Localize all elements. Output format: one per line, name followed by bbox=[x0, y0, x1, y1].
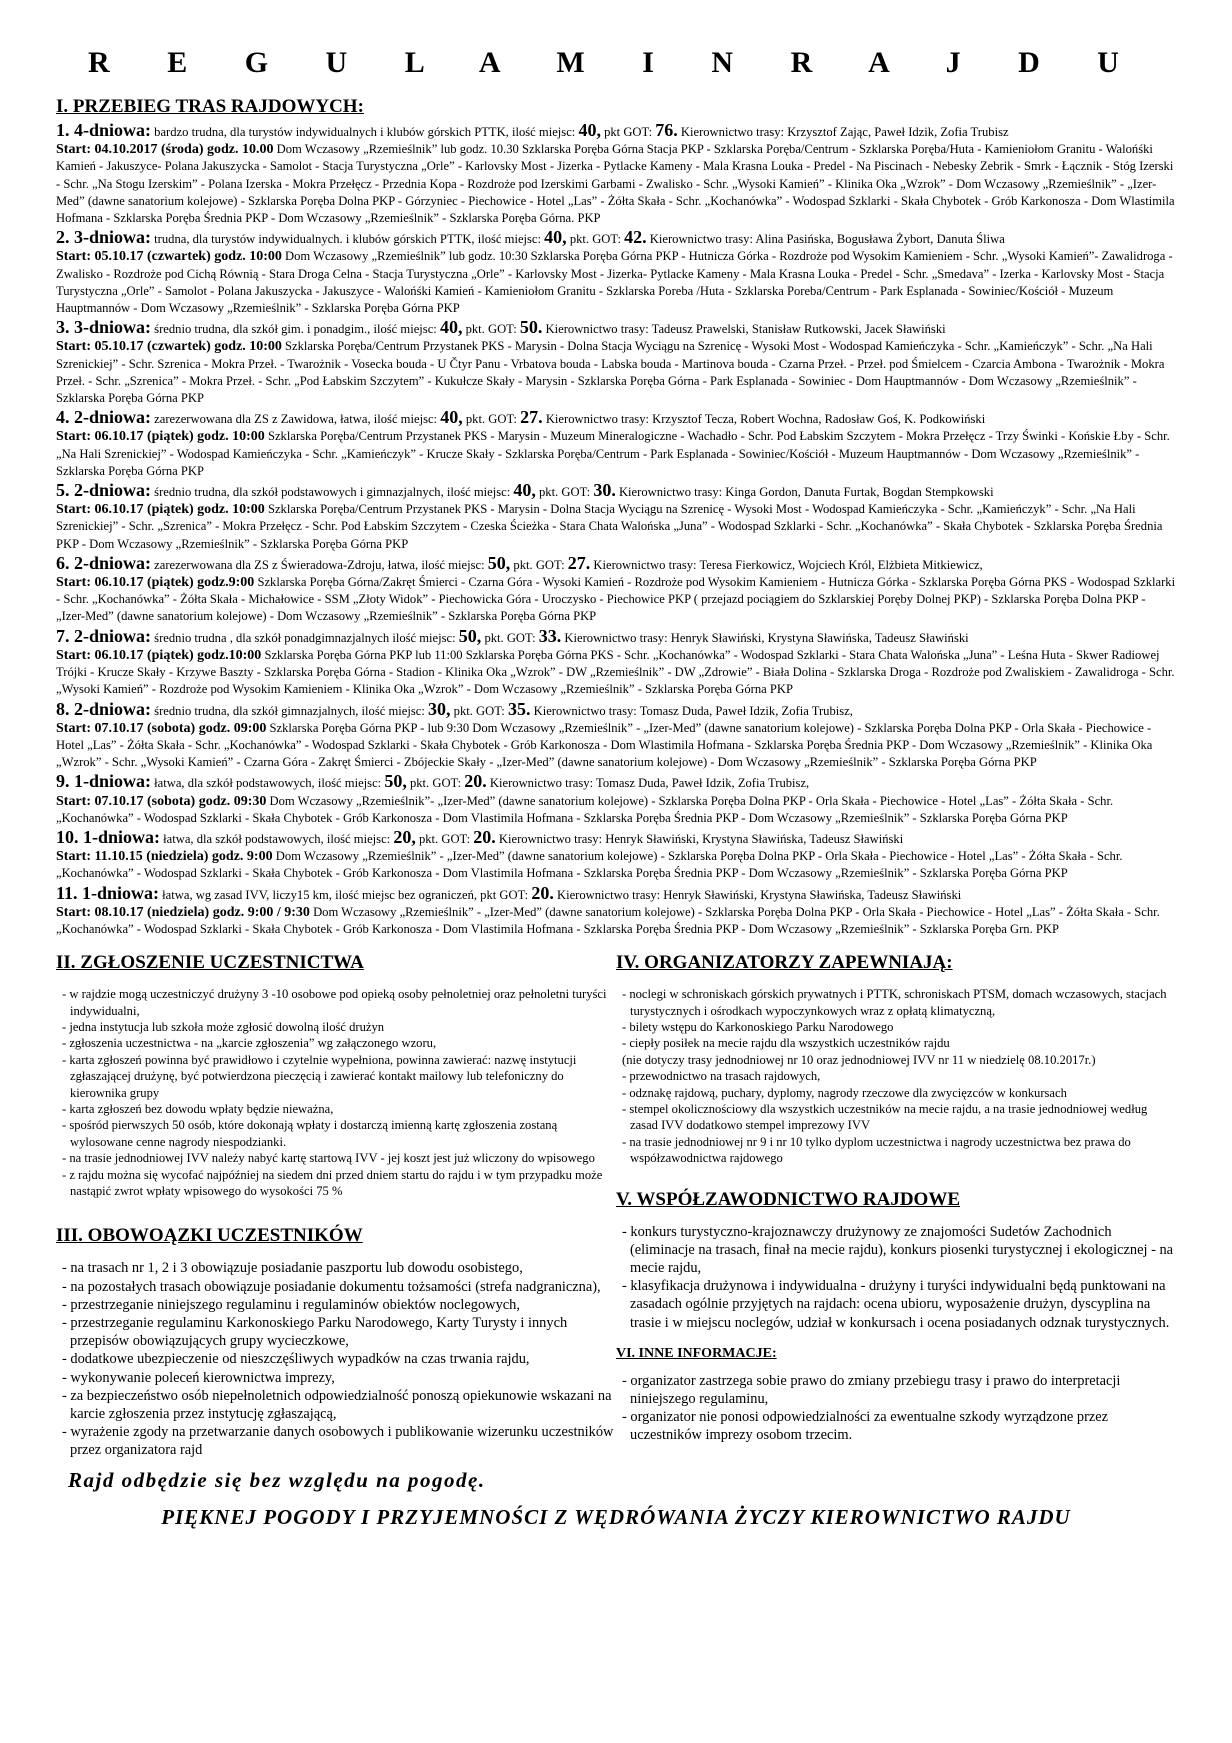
left-column bbox=[56, 952, 616, 1493]
route-places: 30, bbox=[428, 698, 451, 719]
route-path: Szklarska Poręba Górna PKP lub 11:00 Szklarska Poręba Górna PKS - Schr. „Kochanówka” - Wodospad Szklarki - Stara Chata Walońska „Juna” - Leśna Huta - Skwer Radiowej Trójki - Krucze Skały - Krzywe Baszty - Szklarska Poręba Górna - Stadion - Klinika Oka „Wzrok” - DW „Rzemieślnik” - DW „Zdrowie” - Biała Dolina - Szklarska Droga - Rozdroże pod Zwaliskiem - Zawalidroga - Schr. „Wysoki Kamień” - Rozdroże pod Wysokim Kamieniem - Klinika Oka „Wzrok” - Dom Wczasowy „Rzemieślnik” - Szklarska Poręba Górna PKP bbox=[56, 647, 1175, 697]
lower-columns bbox=[56, 952, 1176, 1493]
route-description: trudna, dla turystów indywidualnych. i klubów górskich PTTK, ilość miejsc: bbox=[151, 232, 545, 247]
list-item: - karta zgłoszeń powinna być prawidłowo i czytelnie wypełniona, powinna zawierać: nazwę instytucji zgłaszającej drużynę, być potwierdzona pieczęcią i zawierać kontakt mailowy lub telefoniczny do kierownika grupy bbox=[62, 1052, 577, 1100]
route-number: 1. 4-dniowa: bbox=[56, 120, 152, 140]
list-item: - bilety wstępu do Karkonoskiego Parku Narodowego bbox=[622, 1019, 894, 1034]
list-item: - organizator nie ponosi odpowiedzialności za ewentualne szkody wyrządzone przez uczestników imprezy osobom trzecim. bbox=[622, 1409, 1109, 1444]
route-got-label: pkt. GOT: bbox=[510, 557, 568, 572]
list-item: - konkurs turystyczno-krajoznawczy drużynowy ze znajomości Sudetów Zachodnich (eliminacje na trasach, finał na mecie rajdu), konkurs piosenki turystycznej i ekologicznej - na mecie rajdu, bbox=[622, 1223, 1174, 1277]
route-got-points: 27. bbox=[520, 407, 543, 428]
route-item bbox=[56, 826, 1176, 883]
list-item: - na trasach nr 1, 2 i 3 obowiązuje posiadanie paszportu lub dowodu osobistego, bbox=[62, 1260, 523, 1277]
route-item bbox=[56, 122, 1176, 227]
route-start: Start: 06.10.17 (piątek) godz.9:00 bbox=[56, 575, 255, 591]
list-item: - przestrzeganie regulaminu Karkonoskiego Parku Narodowego, Karty Turysty i innych przepisów obowiązujących grupy wycieczkowe, bbox=[62, 1315, 568, 1350]
route-description: zarezerwowana dla ZS z Zawidowa, łatwa, ilość miejsc: bbox=[151, 412, 441, 427]
route-leaders: Kierownictwo trasy: Alina Pasińska, Bogusława Żybort, Danuta Śliwa bbox=[646, 232, 1005, 247]
list-item: - dodatkowe ubezpieczenie od nieszczęśliwych wypadków na czas trwania rajdu, bbox=[62, 1351, 530, 1368]
route-start: Start: 06.10.17 (piątek) godz. 10:00 bbox=[56, 502, 265, 518]
route-number: 2. 3-dniowa: bbox=[56, 227, 152, 248]
list-item: - w rajdzie mogą uczestniczyć drużyny 3 -10 osobowe pod opieką osoby pełnoletniej oraz pełnoletni turyści indywidualni, bbox=[62, 987, 607, 1018]
route-leaders: Kierownictwo trasy: Henryk Sławiński, Krystyna Sławińska, Tadeusz Sławiński bbox=[553, 887, 962, 902]
list-item: - karta zgłoszeń bez dowodu wpłaty będzie nieważna, bbox=[62, 1101, 334, 1116]
list-item: - organizator zastrzega sobie prawo do zmiany przebiegu trasy i prawo do interpretacji niniejszego regulaminu, bbox=[622, 1372, 1121, 1408]
route-places: 20, bbox=[393, 826, 416, 847]
route-item bbox=[56, 229, 1176, 317]
route-leaders: Kierownictwo trasy: Krzysztof Zając, Paweł Idzik, Zofia Trubisz bbox=[677, 125, 1009, 139]
section-2-list bbox=[56, 986, 616, 1199]
route-leaders: Kierownictwo trasy: Henryk Sławiński, Krystyna Sławińska, Tadeusz Sławiński bbox=[495, 831, 904, 846]
route-number: 10. 1-dniowa: bbox=[56, 826, 161, 847]
route-description: bardzo trudna, dla turystów indywidualnych i klubów górskich PTTK, ilość miejsc: bbox=[151, 125, 579, 139]
route-start: Start: 05.10.17 (czwartek) godz. 10:00 bbox=[56, 339, 282, 355]
route-item bbox=[56, 552, 1176, 626]
route-number: 5. 2-dniowa: bbox=[56, 480, 152, 501]
route-item bbox=[56, 482, 1176, 553]
route-number: 9. 1-dniowa: bbox=[56, 771, 152, 792]
route-got-points: 20. bbox=[531, 882, 554, 903]
list-item: - na trasie jednodniowej IVV należy nabyć kartę startową IVV - jej koszt jest już wliczony do wpisowego bbox=[62, 1151, 595, 1166]
route-leaders: Kierownictwo trasy: Henryk Sławiński, Krystyna Sławińska, Tadeusz Sławiński bbox=[561, 630, 969, 645]
route-description: średnio trudna, dla szkół gim. i ponadgim., ilość miejsc: bbox=[151, 322, 440, 337]
route-description: średnio trudna, dla szkół gimnazjalnych, ilość miejsc: bbox=[151, 703, 429, 718]
route-start: Start: 07.10.17 (sobota) godz. 09:00 bbox=[56, 720, 267, 736]
route-path: Dom Wczasowy „Rzemieślnik” lub godz. 10.30 Szklarska Poręba Górna Stacja PKP - Szklarska Poręba/Centrum - Szklarska Poręba/Huta - Kamieniołom Granitu - Walońśki Kamień - Jakuszyce- Polana Jakuszycka - Samolot - Stacja Turystyczna „Orle” - Karlovsky Most - Jizerka - Pytlacke Kameny - Mala Krasna Louka - Predel - Na Piscinach - Nebesky Zebrik - Smrk - Łącznik - Stóg Izerski - Schr. „Na Stogu Izerskim” - Polana Izerska - Mokra Przełęcz - Przednia Kopa - Rozdroże pod Izerskimi Garbami - Zwalisko - Schr. „Wysoki Kamień” - Klinika Oka „Wzrok” - Dom Wczasowy „Rzemieślnik” - „Izer-Med” (dawne sanatorium kolejowe) - Szklarska Poręba Dolna PKP - Górzyniec - Piechowice - Hotel „Las” - Żółta Skała - Schr. „Kochanówka” - Wodospad Szklarki - Skała Chybotek - Grób Karkonosza - Dom Wlastimila Hofmana - Szklarska Poręba Średnia PKP - Dom Wczasowy „Rzemieślnik” - Szklarska Poręba Górna. PKP bbox=[56, 142, 1175, 226]
route-got-points: 42. bbox=[624, 227, 647, 248]
list-item: - stempel okolicznościowy dla wszystkich uczestników na mecie rajdu, a na trasie jednodniowej według zasad IVV dodatkowo stempel imprezowy IVV bbox=[622, 1101, 1148, 1133]
route-description: zarezerwowana dla ZS z Świeradowa-Zdroju, łatwa, ilość miejsc: bbox=[151, 557, 488, 572]
route-item bbox=[56, 698, 1176, 772]
section-3-heading: III. OBOWOĄZKI UCZESTNIKÓW bbox=[56, 1225, 363, 1247]
route-got-label: pkt GOT: bbox=[600, 125, 656, 139]
route-leaders: Kierownictwo trasy: Kinga Gordon, Danuta Furtak, Bogdan Stempkowski bbox=[615, 485, 994, 500]
route-leaders: Kierownictwo trasy: Tomasz Duda, Paweł Idzik, Zofia Trubisz, bbox=[530, 703, 853, 718]
section-3-list bbox=[56, 1259, 616, 1459]
route-got-points: 35. bbox=[507, 698, 531, 719]
route-places: 40, bbox=[578, 120, 601, 140]
route-start: Start: 04.10.2017 (środa) godz. 10.00 bbox=[56, 142, 274, 158]
route-number: 4. 2-dniowa: bbox=[56, 407, 152, 428]
list-item: - na trasie jednodniowej nr 9 i nr 10 tylko dyplom uczestnictwa i nagrody uczestnictwa bez prawa do współzawodnictwa rajdowego bbox=[622, 1134, 1131, 1166]
weather-note: Rajd odbędzie się bez względu na pogodę. bbox=[68, 1467, 486, 1492]
list-item: - klasyfikacja drużynowa i indywidualna - drużyny i turyści indywidualni będą punktowani na zasadach ogólnie przyjętych na rajdach: ocena ubioru, wyposażenie drużyn, dyscyplina na trasie i w miejscu noclegów, udział w konkursach i ocena posiadanych odznak turystycznych. bbox=[622, 1278, 1170, 1331]
route-places: 40, bbox=[439, 317, 463, 338]
route-start: Start: 06.10.17 (piątek) godz.10:00 bbox=[56, 647, 262, 663]
route-description: łatwa, dla szkół podstawowych, ilość miejsc: bbox=[151, 776, 385, 791]
route-places: 50, bbox=[384, 771, 407, 792]
route-number: 6. 2-dniowa: bbox=[56, 552, 152, 573]
routes-list bbox=[56, 122, 1176, 938]
section-6-heading: VI. INNE INFORMACJE: bbox=[616, 1345, 777, 1361]
route-got-label: pkt. GOT: bbox=[415, 831, 474, 846]
right-column bbox=[616, 952, 1176, 1493]
route-number: 8. 2-dniowa: bbox=[56, 698, 152, 719]
route-got-points: 33. bbox=[538, 625, 562, 646]
route-got-points: 76. bbox=[655, 120, 678, 140]
route-path: Dom Wczasowy „Rzemieślnik” - „Izer-Med” (dawne sanatorium kolejowe) - Szklarska Poręba Dolna PKP - Orla Skała - Piechowice - Hotel „Las” - Żółta Skała - Schr. „Kochanówka” - Wodospad Szklarki - Skała Chybotek - Grób Karkonosza - Dom Vlastimila Hofmana - Szklarska Poręba Średnia PKP - Dom Wczasowy „Rzemieślnik” - Szklarska Poręba Grn. PKP bbox=[56, 904, 1160, 936]
route-got-points: 30. bbox=[593, 480, 616, 501]
list-item: - jedna instytucja lub szkoła może zgłosić dowolną ilość drużyn bbox=[62, 1019, 385, 1034]
route-got-points: 20. bbox=[473, 826, 496, 847]
list-item: - wyrażenie zgody na przetwarzanie danych osobowych i publikowanie wizerunku uczestników przez organizatora rajd bbox=[62, 1424, 614, 1459]
footer-wish: PIĘKNEJ POGODY I PRZYJEMNOŚCI Z WĘDRÓWANIA ŻYCZY KIEROWNICTWO RAJDU bbox=[161, 1504, 1071, 1529]
route-item bbox=[56, 625, 1176, 699]
route-got-label: pkt. GOT: bbox=[535, 485, 594, 500]
route-leaders: Kierownictwo trasy: Tadeusz Prawelski, Stanisław Rutkowski, Jacek Sławiński bbox=[542, 322, 946, 337]
route-got-label: pkt. GOT: bbox=[481, 630, 539, 645]
route-path: Szklarska Poręba Górna/Zakręt Śmierci - Czarna Góra - Wysoki Kamień - Rozdroże pod Wysokim Kamieniem - Hutnicza Górka - Szklarska Poręba Górna PKS - Wodospad Szklarki - Schr. „Kochanówka” - Żółta Skała - Michałowice - SSM „Złoty Widok” - Piechowicka Góra - Uroczysko - Piechowice PKP ( przejazd pociągiem do Szklarskiej Poręby Dolnej PKP) - Szklarska Poręba Dolna PKP - „Izer-Med” (dawne sanatorium kolejowe) - Dom Wczasowy „Rzemieślnik” - Szklarska Poręba Górna PKP bbox=[56, 575, 1176, 624]
list-item: - zgłoszenia uczestnictwa - na „karcie zgłoszenia” wg załączonego wzoru, bbox=[62, 1036, 437, 1051]
route-start: Start: 05.10.17 (czwartek) godz. 10:00 bbox=[56, 249, 282, 265]
route-leaders: Kierownictwo trasy: Teresa Fierkowicz, Wojciech Król, Elżbieta Mitkiewicz, bbox=[590, 557, 983, 572]
route-path: Dom Wczasowy „Rzemieślnik”- „Izer-Med” (dawne sanatorium kolejowe) - Szklarska Poręba Dolna PKP - Orla Skała - Piechowice - Hotel „Las” - Żółta Skała - Schr. „Kochanówka” - Wodospad Szklarki - Skała Chybotek - Grób Karkonosza - Dom Vlastimila Hofmana - Szklarska Poręba Średnia PKP - Dom Wczasowy „Rzemieślnik” - Szklarska Poręba Górna PKP bbox=[56, 793, 1114, 825]
list-item: - spośród pierwszych 50 osób, które dokonają wpłaty i dostarczą imienną kartę zgłoszenia zostaną wylosowane cenne nagrody niespodzianki. bbox=[62, 1118, 558, 1149]
route-places: 50, bbox=[487, 552, 511, 573]
route-number: 11. 1-dniowa: bbox=[56, 882, 160, 903]
list-item: - z rajdu można się wycofać najpóźniej na siedem dni przed dniem startu do rajdu i w tym przypadku może nastąpić zwrot wpłaty wpisowego do wysokości 75 % bbox=[62, 1167, 603, 1199]
route-path: Szklarska Poręba Górna PKP - lub 9:30 Dom Wczasowy „Rzemieślnik” - „Izer-Med” (dawne sanatorium kolejowe) - Szklarska Poręba Dolna PKP - Orla Skała - Piechowice - Hotel „Las” - Żółta Skała - Schr. „Kochanówka” - Wodospad Szklarki - Skała Chybotek - Grób Karkonosza - Dom Wlastimila Hofmana - Szklarska Poręba Średnia PKP - Dom Wczasowy „Rzemieślnik” - Klinika Oka „Wzrok” - Schr. „Wysoki Kamień” - Czarna Góra - Zakręt Śmierci - Zbójeckie Skały - „Izer-Med” (dawne sanatorium kolejowe) - Dom Wczasowy „Rzemieślnik” - Szklarska Poręba Górna PKP bbox=[56, 720, 1153, 770]
route-description: łatwa, wg zasad IVV, liczy15 km, ilość miejsc bez ograniczeń, pkt GOT: bbox=[159, 887, 532, 902]
section-4-heading: IV. ORGANIZATORZY ZAPEWNIAJĄ: bbox=[616, 952, 953, 974]
section-6-list bbox=[616, 1372, 1176, 1445]
section-2-heading: II. ZGŁOSZENIE UCZESTNICTWA bbox=[56, 952, 364, 974]
page-title: R E G U L A M I N R A J D U bbox=[88, 46, 1144, 79]
route-description: łatwa, dla szkół podstawowych, ilość miejsc: bbox=[160, 831, 394, 846]
route-item bbox=[56, 882, 1176, 939]
section-5-list bbox=[616, 1223, 1176, 1332]
route-places: 40, bbox=[513, 480, 536, 501]
route-places: 40, bbox=[544, 227, 567, 248]
route-number: 3. 3-dniowa: bbox=[56, 317, 152, 338]
route-number: 7. 2-dniowa: bbox=[56, 625, 152, 646]
route-got-label: pkt. GOT: bbox=[462, 412, 521, 427]
route-description: średnio trudna, dla szkół podstawowych i gimnazjalnych, ilość miejsc: bbox=[151, 485, 514, 500]
route-got-label: pkt. GOT: bbox=[450, 703, 508, 718]
route-got-label: pkt. GOT: bbox=[462, 322, 520, 337]
route-got-label: pkt. GOT: bbox=[566, 232, 625, 247]
route-got-points: 50. bbox=[519, 317, 543, 338]
route-description: średnio trudna , dla szkół ponadgimnazjalnych ilość miejsc: bbox=[151, 630, 459, 645]
route-path: Szklarska Poręba/Centrum Przystanek PKS - Marysin - Dolna Stacja Wyciągu na Szrenicę - Wysoki Most - Wodospad Kamieńczyka - Schr. „Kamieńczyk” - Schr. „Na Hali Szrenickiej” - Schr. „Szrenica” - Mokra Przełęcz - Schr. Pod Łabskim Szczytem - Czeska Ścieżka - Stara Chata Walońska „Juna” - Wodospad Szklarki - Schr. „Kochanówka” - Skała Chybotek - Szklarska Poręba Średnia PKP - Dom Wczasowy „Rzemieślnik” - Szklarska Poręba Górna PKP bbox=[56, 502, 1163, 551]
route-start: Start: 06.10.17 (piątek) godz. 10:00 bbox=[56, 429, 265, 445]
route-got-points: 20. bbox=[464, 771, 487, 792]
route-leaders: Kierownictwo trasy: Tomasz Duda, Paweł Idzik, Zofia Trubisz, bbox=[486, 776, 810, 791]
list-item: - przewodnictwo na trasach rajdowych, bbox=[622, 1069, 821, 1084]
route-start: Start: 11.10.15 (niedziela) godz. 9:00 bbox=[56, 849, 273, 865]
route-leaders: Kierownictwo trasy: Krzysztof Tecza, Robert Wochna, Radosław Goś, K. Podkowiński bbox=[542, 412, 986, 427]
list-item: (nie dotyczy trasy jednodniowej nr 10 oraz jednodniowej IVV nr 11 w niedzielę 08.10.2017r.) bbox=[622, 1052, 1096, 1067]
section-4-list bbox=[616, 986, 1176, 1166]
section-5-heading: V. WSPÓŁZAWODNICTWO RAJDOWE bbox=[616, 1188, 960, 1210]
list-item: - odznakę rajdową, puchary, dyplomy, nagrody rzeczowe dla zwycięzców w konkursach bbox=[622, 1085, 1067, 1100]
list-item: - przestrzeganie niniejszego regulaminu i regulaminów obiektów noclegowych, bbox=[62, 1296, 520, 1313]
section-1-heading: I. PRZEBIEG TRAS RAJDOWYCH: bbox=[56, 96, 364, 117]
list-item: - za bezpieczeństwo osób niepełnoletnich odpowiedzialność ponoszą opiekunowie wskazani na karcie zgłoszenia przez instytucję zgłaszającą, bbox=[62, 1387, 612, 1423]
list-item: - noclegi w schroniskach górskich prywatnych i PTTK, schroniskach PTSM, domach wczasowych, stacjach turystycznych i ośrodkach wypoczynkowych wraz z opłatą klimatyczną, bbox=[622, 987, 1167, 1018]
route-path: Szklarska Poręba/Centrum Przystanek PKS - Marysin - Dolna Stacja Wyciągu na Szrenicę - Wysoki Most - Wodospad Kamieńczyka - Schr. „Kamieńczyk” - Schr. „Na Hali Szrenickiej” - Schr. Szrenica - Mokra Przeł. - Twarożnik - Vosecka bouda - U Čtyr Panu - Vrbatova bouda - Labska bouda - Martinova bouda - Czarna Przeł. - Przeł. pod Śmielcem - Czarcia Ambona - Twarożnik - Mokra Przeł. - Schr. „Szrenica” - Mokra Przeł. - Schr. „Pod Łabskim Szczytem” - Kukułcze Skały - Marysin - Szklarska Poręba Górna - Park Esplanada - Sowiniec - Dom Hauptmannów - Dom Wczasowy „Rzemieślnik” - Szklarska Poręba Górna PKP bbox=[56, 339, 1165, 406]
route-start: Start: 07.10.17 (sobota) godz. 09:30 bbox=[56, 793, 267, 809]
route-path: Dom Wczasowy „Rzemieślnik” - „Izer-Med” (dawne sanatorium kolejowe) - Szklarska Poręba Dolna PKP - Orla Skała - Piechowice - Hotel „Las” - Żółta Skała - Schr. „Kochanówka” - Wodospad Szklarki - Skała Chybotek - Grób Karkonosza - Dom Vlastimila Hofmana - Szklarska Poręba Średnia PKP - Dom Wczasowy „Rzemieślnik” - Szklarska Poręba Górna PKP bbox=[56, 849, 1123, 881]
route-places: 50, bbox=[458, 625, 482, 646]
route-item bbox=[56, 319, 1176, 407]
route-start: Start: 08.10.17 (niedziela) godz. 9:00 / 9:30 bbox=[56, 904, 310, 920]
route-got-label: pkt. GOT: bbox=[406, 776, 465, 791]
list-item: - na pozostałych trasach obowiązuje posiadanie dokumentu tożsamości (strefa nadgraniczna), bbox=[62, 1278, 601, 1295]
route-path: Szklarska Poręba/Centrum Przystanek PKS - Marysin - Muzeum Mineralogiczne - Wachadło - Schr. Pod Łabskim Szczytem - Mokra Przełęcz - Trzy Świnki - Końskie Łby - Schr. „Na Hali Szrenickiej” - Wodospad Kamieńczyka - Schr. „Kamieńczyk” - Krucze Skały - Szklarska Poręba/Centrum - Park Esplanada - Sowiniec/Kościół - Muzeum Hauptmannów - Dom Wczasowy „Rzemieślnik” - Szklarska Poręba Górna PKP bbox=[56, 429, 1170, 478]
route-item bbox=[56, 409, 1176, 480]
route-item bbox=[56, 773, 1176, 827]
list-item: - ciepły posiłek na mecie rajdu dla wszystkich uczestników rajdu bbox=[622, 1036, 950, 1051]
route-path: Dom Wczasowy „Rzemieślnik” lub godz. 10:30 Szklarska Poręba Górna PKP - Hutnicza Górka - Rozdroże pod Wysokim Kamieniem - Schr. „Wysoki Kamień”- Zawalidroga - Zwalisko - Rozdroże pod Cichą Równią - Stara Droga Celna - Stacja Turystyczna „Orle” - Karlovsky Most - Jizerka- Pytlacke Kameny - Mala Krasna Louka - Predel - Schr. „Smedava” - Izerka - Karlovsky Most - Stacja Turystyczna „Orle” - Samolot - Polana Jakuszycka - Jakuszyce - Walońśki Kamień - Kamieniołom Granitu - Szklarska Poreba /Huta - Szklarska Poreba/Centrum - Park Esplanada - Sowiniec/Kościół - Muzeum Hauptmannów - Dom Wczasowy „Rzemieślnik” - Szklarska Poręba Górna PKP bbox=[56, 249, 1173, 316]
route-places: 40, bbox=[440, 407, 463, 428]
list-item: - wykonywanie poleceń kierownictwa imprezy, bbox=[62, 1369, 335, 1386]
route-got-points: 27. bbox=[567, 552, 591, 573]
